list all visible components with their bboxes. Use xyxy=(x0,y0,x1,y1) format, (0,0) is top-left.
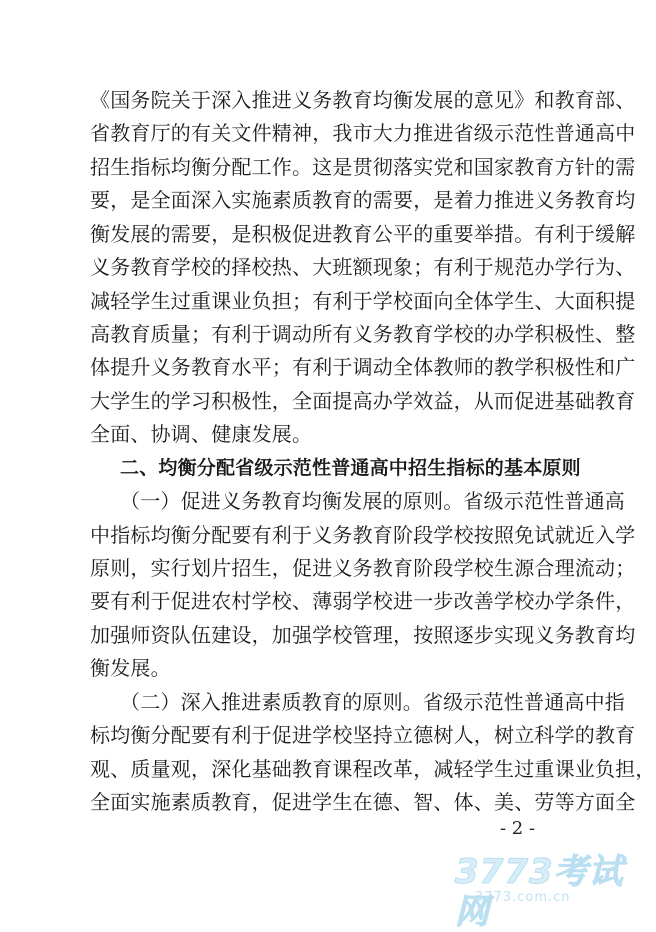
text-line: （一）促进义务教育均衡发展的原则。省级示范性普通高 xyxy=(120,489,625,513)
text-line: 大学生的学习积极性，全面提高办学效益，从而促进基础教育 xyxy=(90,389,636,413)
text-line: 标均衡分配要有利于促进学校坚持立德树人，树立科学的教育 xyxy=(90,723,636,747)
page-number: - 2 - xyxy=(500,818,536,839)
watermark-main-text: 3773考试网 xyxy=(455,852,624,932)
text-line: 观、质量观，深化基础教育课程改革，减轻学生过重课业负担， xyxy=(90,757,656,781)
text-line: （二）深入推进素质教育的原则。省级示范性普通高中指 xyxy=(120,690,625,714)
site-watermark-logo xyxy=(455,852,645,932)
text-line: 体提升义务教育水平；有利于调动全体教师的教学积极性和广 xyxy=(90,355,636,379)
text-line: 中指标均衡分配要有利于义务教育阶段学校按照免试就近入学 xyxy=(90,523,636,547)
text-line: 加强师资队伍建设，加强学校管理，按照逐步实现义务教育均 xyxy=(90,623,636,647)
text-line: 减轻学生过重课业负担；有利于学校面向全体学生、大面积提 xyxy=(90,289,636,313)
text-line: 全面实施素质教育，促进学生在德、智、体、美、劳等方面全 xyxy=(90,790,636,814)
text-line: 原则，实行划片招生，促进义务教育阶段学校生源合理流动； xyxy=(90,556,636,580)
text-line: 要有利于促进农村学校、薄弱学校进一步改善学校办学条件， xyxy=(90,589,636,613)
text-line: 招生指标均衡分配工作。这是贯彻落实党和国家教育方针的需 xyxy=(90,155,636,179)
text-line: 全面、协调、健康发展。 xyxy=(90,422,313,446)
watermark-sub-text: 3773.com.cn xyxy=(475,890,571,905)
text-line: 衡发展。 xyxy=(90,656,171,680)
text-line: 高教育质量；有利于调动所有义务教育学校的办学积极性、整 xyxy=(90,322,636,346)
text-line: 义务教育学校的择校热、大班额现象；有利于规范办学行为、 xyxy=(90,255,636,279)
text-line: 省教育厅的有关文件精神，我市大力推进省级示范性普通高中 xyxy=(90,121,636,145)
section-heading: 二、均衡分配省级示范性普通高中招生指标的基本原则 xyxy=(120,457,581,479)
text-line: 衡发展的需要，是积极促进教育公平的重要举措。有利于缓解 xyxy=(90,222,636,246)
text-line: 要，是全面深入实施素质教育的需要，是着力推进义务教育均 xyxy=(90,188,636,212)
text-line: 《国务院关于深入推进义务教育均衡发展的意见》和教育部、 xyxy=(90,88,636,112)
